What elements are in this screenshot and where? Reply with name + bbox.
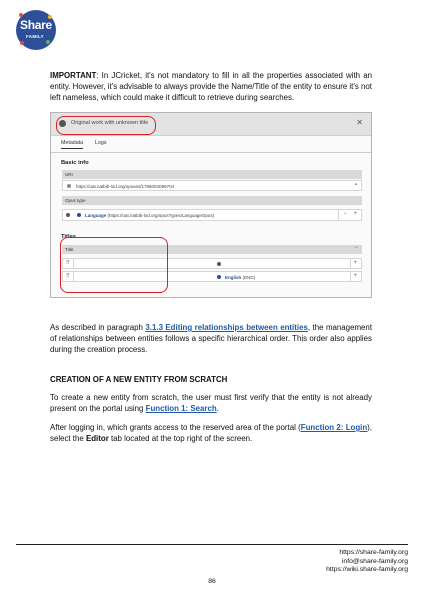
uri-row bbox=[62, 180, 362, 191]
opus-type-label: Opus type bbox=[65, 198, 86, 203]
drag-icon: ⠿ bbox=[66, 260, 70, 266]
uri-header bbox=[62, 170, 362, 179]
section-basic-info: Basic info bbox=[61, 160, 89, 166]
footer-website[interactable]: https://share-family.org bbox=[339, 549, 408, 556]
editing-relationships-link[interactable]: 3.1.3 Editing relationships between entities bbox=[145, 323, 308, 332]
opus-type-text bbox=[85, 213, 214, 218]
plus-icon: + bbox=[353, 211, 357, 217]
section-heading: CREATION OF A NEW ENTITY FROM SCRATCH bbox=[50, 375, 228, 384]
plus-icon: + bbox=[353, 260, 357, 266]
important-label: IMPORTANT bbox=[50, 71, 97, 80]
language-text bbox=[225, 275, 255, 280]
minus-icon: − bbox=[343, 211, 347, 217]
close-icon: ✕ bbox=[356, 118, 363, 127]
share-family-logo bbox=[16, 10, 56, 50]
footer-divider bbox=[16, 544, 408, 545]
important-paragraph bbox=[50, 70, 372, 103]
opus-type-url: (https://uat.natbib-lod.org/opusTypes/LanguageOpus) bbox=[107, 212, 215, 218]
uri-value: https://uat.natbib-lod.org/opuses/1786004099704 bbox=[76, 183, 175, 189]
language-code: (ENG) bbox=[242, 274, 256, 280]
opus-type-header bbox=[62, 196, 362, 205]
tab-metadata: Metadata bbox=[61, 140, 83, 149]
highlight-titles-annotation bbox=[60, 237, 168, 293]
window-title: Original work with unknown title bbox=[71, 120, 149, 126]
footer-links bbox=[326, 549, 408, 575]
highlight-title-annotation bbox=[56, 116, 156, 135]
drag-icon: ⠿ bbox=[66, 273, 70, 279]
login-paragraph: After logging in, which grants access to the reserved area of the portal (Function 2: Login), select the Editor tab located at the top right of the screen. bbox=[50, 423, 372, 443]
logo-sub: FAMILY bbox=[26, 34, 44, 39]
important-text: : In JCricket, it's not mandatory to fill in all the properties associated with an entity. However, it's advisable to always provide the Name/Title of the entity to ensure it's not left nameless, which could make it difficult to retrieve during searches. bbox=[50, 71, 372, 102]
uri-label: URI bbox=[65, 172, 73, 177]
embedded-screenshot bbox=[50, 112, 372, 298]
link-icon bbox=[66, 213, 70, 217]
logo-word: Share bbox=[20, 18, 52, 32]
copy-icon: ▪ bbox=[354, 182, 357, 188]
minus-icon: − bbox=[354, 245, 358, 251]
title-label: Title bbox=[65, 247, 74, 252]
opus-type-row bbox=[62, 209, 362, 221]
login-function-link[interactable]: Function 2: Login bbox=[300, 423, 368, 432]
tab-strip bbox=[51, 136, 371, 153]
language-value: English bbox=[225, 274, 242, 280]
lock-icon bbox=[67, 184, 71, 188]
relationships-paragraph: As described in paragraph 3.1.3 Editing relationships between entities, the management of relationships between entities follows a specific hierarchical order. This order also applies during the creation process. bbox=[50, 323, 373, 354]
language-icon bbox=[217, 275, 221, 279]
tab-logs: Logs bbox=[95, 140, 107, 146]
type-icon bbox=[77, 213, 81, 217]
section-titles: Titles bbox=[61, 234, 77, 240]
footer-email[interactable]: info@share-family.org bbox=[341, 557, 408, 565]
opus-type-value: Language bbox=[85, 212, 107, 218]
search-function-link[interactable]: Function 1: Search bbox=[145, 404, 217, 413]
creation-paragraph: To create a new entity from scratch, the user must first verify that the entity is not already present on the portal using Function 1: Search. bbox=[50, 393, 372, 413]
editor-tab-label: Editor bbox=[85, 434, 109, 443]
language-icon bbox=[217, 262, 221, 266]
footer-wiki[interactable]: https://wiki.share-family.org bbox=[326, 566, 408, 573]
plus-icon: + bbox=[353, 273, 357, 279]
page-number: 86 bbox=[208, 578, 216, 585]
